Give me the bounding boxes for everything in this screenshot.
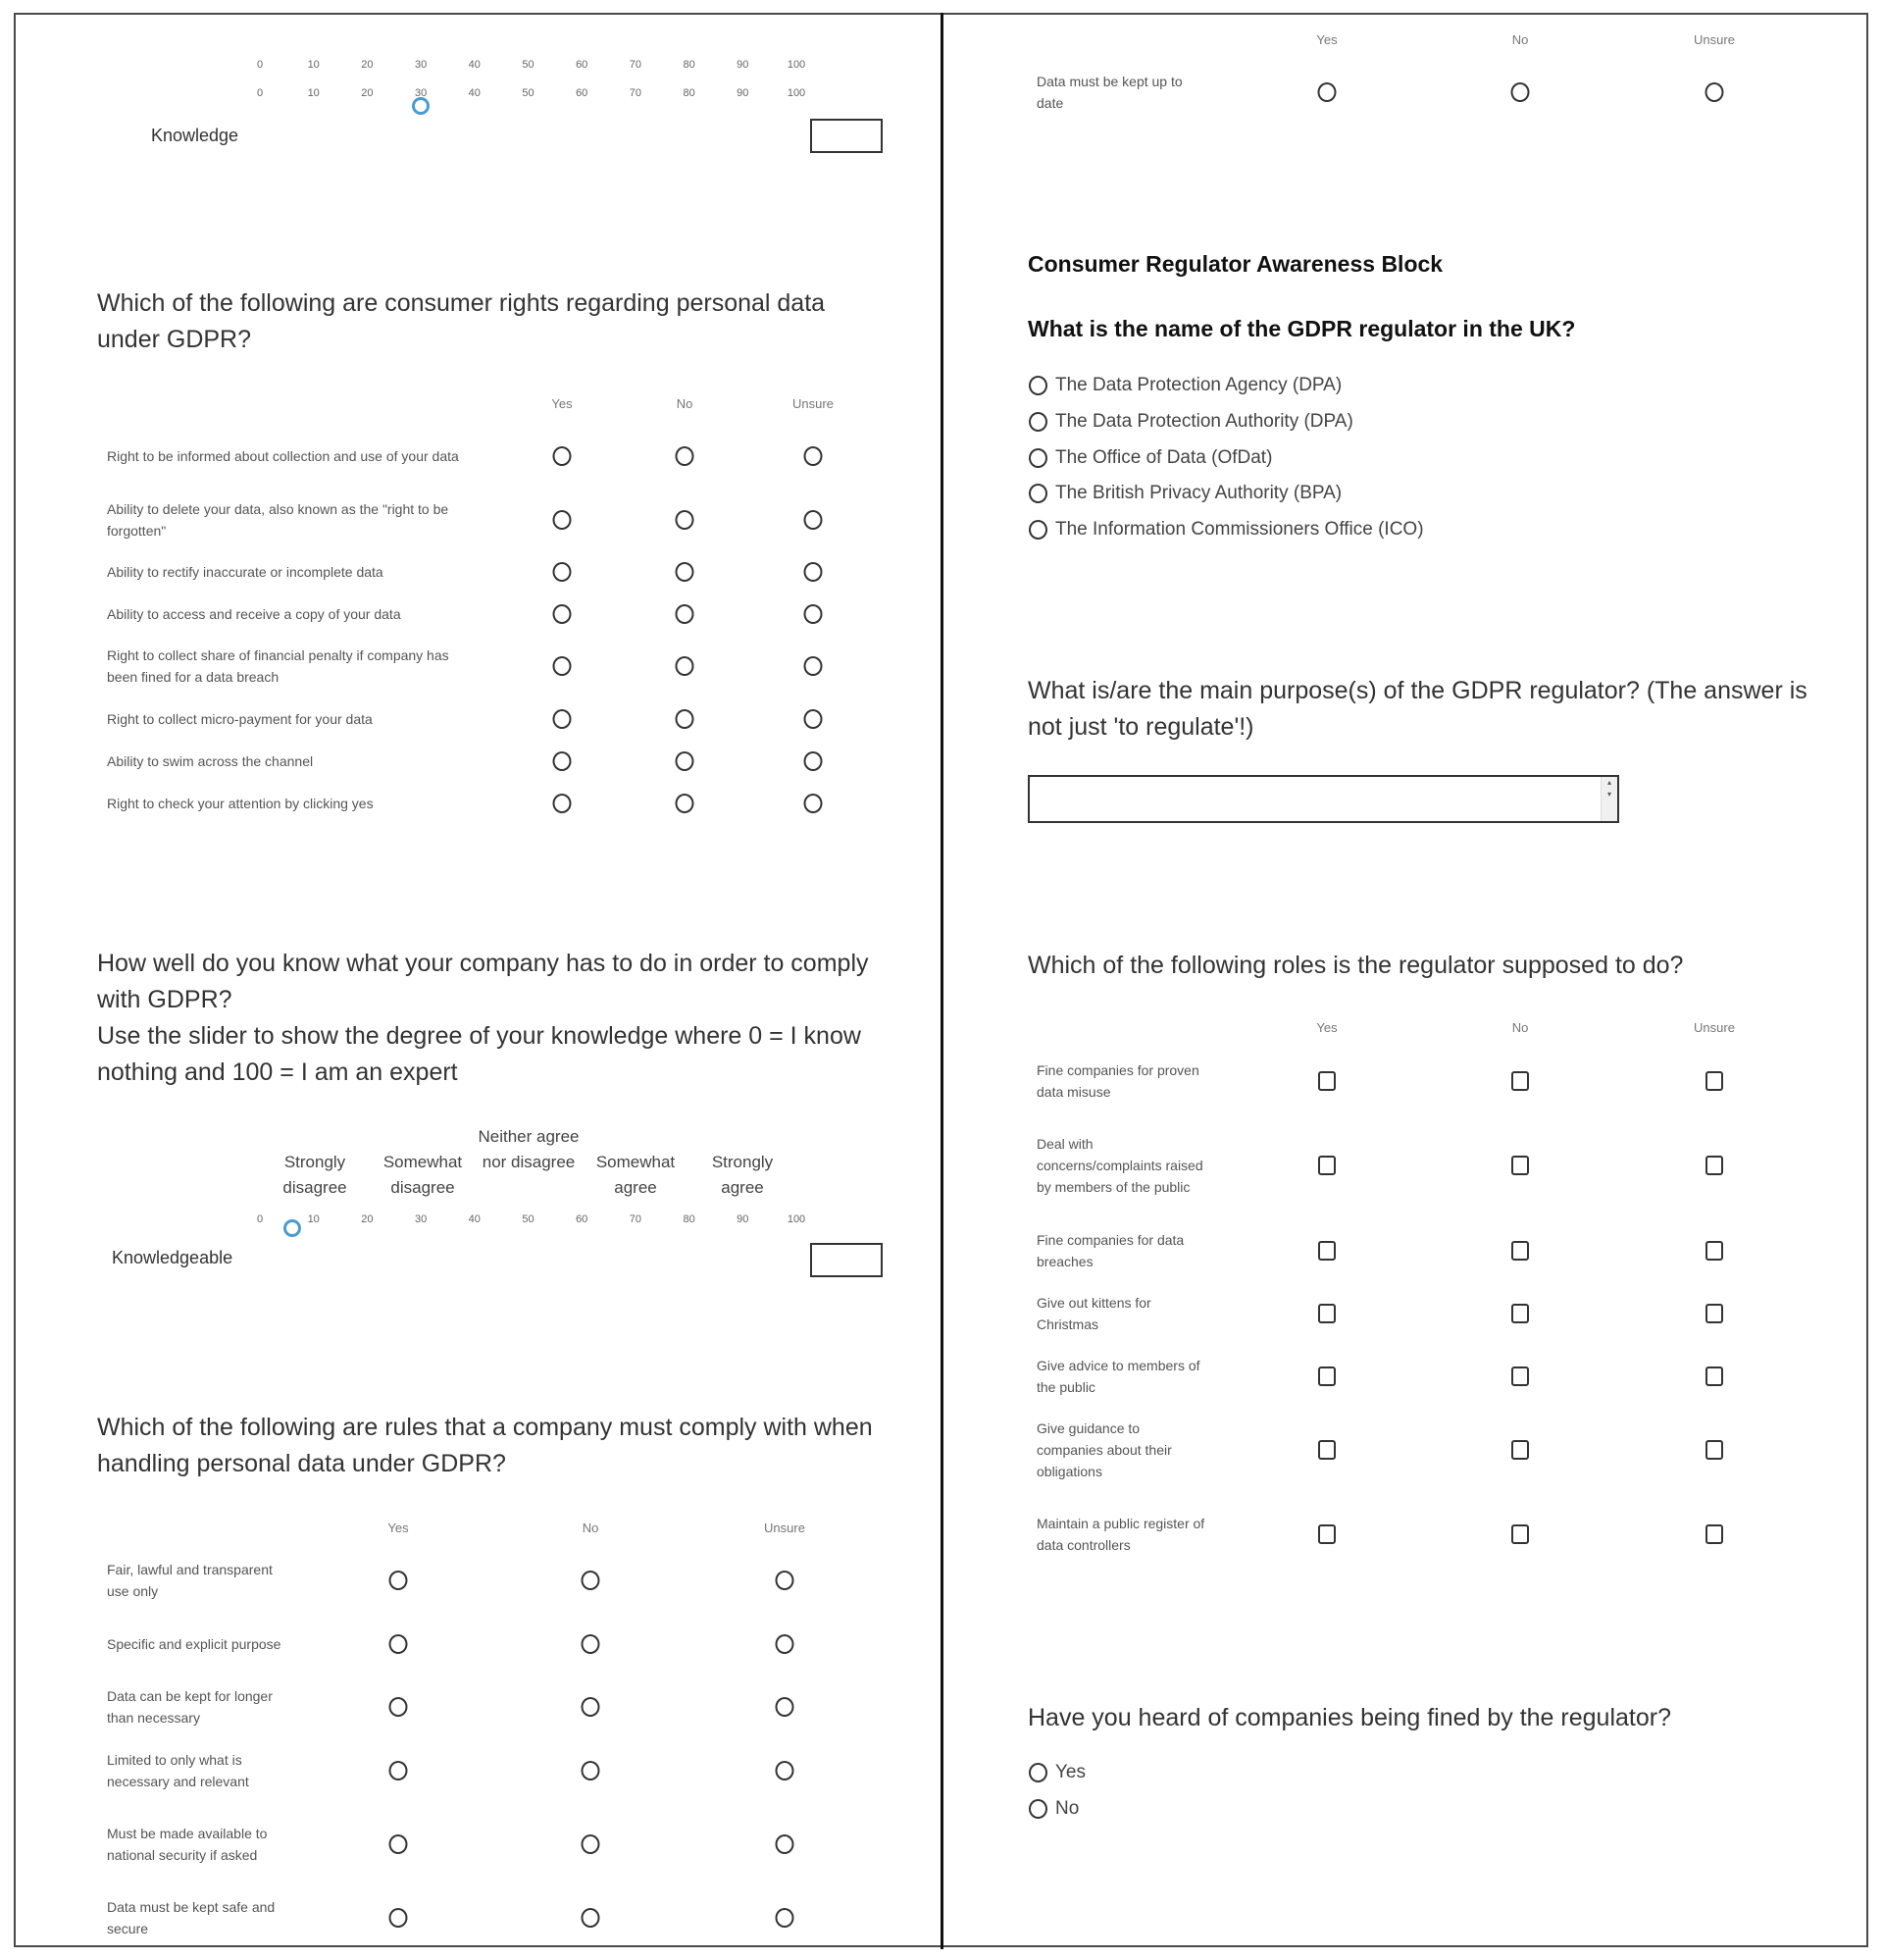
matrix-row-label: Limited to only what is necessary and relevant: [107, 1752, 249, 1789]
checkbox-unsure[interactable]: [1705, 1156, 1723, 1175]
matrix-row-label: Right to be informed about collection and use of your data: [107, 448, 459, 464]
slider-tick-label: 80: [683, 87, 695, 99]
radio-yes[interactable]: [553, 446, 572, 466]
slider-tick-label: 60: [576, 59, 588, 71]
slider-tick-label: 90: [737, 87, 749, 99]
radio-unsure[interactable]: [804, 604, 823, 624]
column-header-no: No: [582, 1521, 599, 1535]
slider-tick-label: 90: [737, 1213, 749, 1225]
radio-option-label: No: [1055, 1798, 1080, 1819]
slider-tick-label: 80: [683, 59, 695, 71]
question-regulator-roles: Which of the following roles is the regulator supposed to do?: [1028, 952, 1684, 979]
matrix-row-label: Ability to rectify inaccurate or incomplete data: [107, 564, 383, 580]
matrix-row-label: Right to check your attention by clicking yes: [107, 796, 374, 811]
slider-tick-label: 100: [787, 1213, 806, 1225]
slider-handle[interactable]: [283, 1219, 301, 1237]
radio-no[interactable]: [676, 604, 694, 624]
radio-no[interactable]: [582, 1834, 600, 1854]
checkbox-no[interactable]: [1511, 1440, 1529, 1460]
radio-unsure[interactable]: [776, 1761, 794, 1780]
radio-yes[interactable]: [389, 1571, 408, 1590]
radio-yes[interactable]: [553, 562, 572, 582]
question-companies-fined: Have you heard of companies being fined by the regulator?: [1028, 1704, 1671, 1731]
radio-no[interactable]: [676, 510, 694, 530]
column-header-unsure: Unsure: [1694, 32, 1735, 47]
slider-tick-label: 10: [307, 59, 320, 71]
radio-option-label: The British Privacy Authority (BPA): [1055, 483, 1343, 503]
slider-tick-label: 90: [737, 59, 749, 71]
radio-unsure[interactable]: [804, 709, 823, 729]
question-consumer-rights: Which of the following are consumer rights regarding personal data under GDPR?: [97, 289, 826, 353]
radio-no[interactable]: [582, 1908, 600, 1928]
radio-option[interactable]: [1029, 519, 1424, 541]
matrix-row-label: Data can be kept for longer than necessary: [107, 1688, 273, 1726]
matrix-row-label: Fair, lawful and transparent use only: [107, 1562, 273, 1599]
matrix-row-label: Right to collect share of financial penalty if company has been fined for a data breach: [107, 647, 449, 685]
slider-tick-label: 50: [522, 1213, 534, 1225]
slider-tick-label: 100: [787, 87, 806, 99]
radio-button[interactable]: [1029, 1799, 1047, 1819]
radio-option-label: The Data Protection Authority (DPA): [1055, 411, 1353, 432]
radio-unsure[interactable]: [804, 751, 823, 771]
slider-tick-label: 0: [256, 1213, 264, 1225]
radio-yes[interactable]: [553, 656, 572, 676]
scale-label: Somewhat agree: [595, 1153, 676, 1197]
matrix-row-label: Ability to delete your data, also known as the "right to be forgotten": [107, 501, 449, 539]
radio-button[interactable]: [1029, 484, 1047, 503]
knowledgeable-value-box[interactable]: [810, 1243, 883, 1277]
question-regulator-purpose: What is/are the main purpose(s) of the GDPR regulator? (The answer is not just 'to regulate'!): [1028, 677, 1807, 741]
matrix-row-label: Fine companies for data breaches: [1037, 1232, 1185, 1269]
radio-unsure[interactable]: [776, 1908, 794, 1928]
question-company-knowledge-line1: How well do you know what your company has to do in order to comply with GDPR?: [97, 950, 869, 1013]
scale-label: Somewhat disagree: [382, 1153, 463, 1197]
radio-yes[interactable]: [1318, 82, 1337, 102]
radio-button[interactable]: [1029, 412, 1047, 432]
radio-unsure[interactable]: [776, 1697, 794, 1717]
checkbox-no[interactable]: [1511, 1367, 1529, 1386]
checkbox-unsure[interactable]: [1705, 1071, 1723, 1091]
question-company-knowledge: [97, 946, 882, 1091]
checkbox-yes[interactable]: [1318, 1367, 1336, 1386]
radio-option-label: Yes: [1055, 1762, 1086, 1782]
column-header-no: No: [676, 396, 693, 411]
slider-tick-label: 30: [414, 59, 428, 71]
slider-tick-label: 80: [683, 1213, 695, 1225]
slider-tick-label: 70: [629, 1213, 642, 1225]
slider-tick-label: 20: [361, 87, 374, 99]
question-regulator-name: What is the name of the GDPR regulator in the UK?: [1028, 316, 1576, 341]
slider-tick-label: 70: [629, 87, 642, 99]
slider-tick-label: 60: [576, 87, 588, 99]
radio-no[interactable]: [676, 709, 694, 729]
radio-unsure[interactable]: [1705, 82, 1724, 102]
column-header-unsure: Unsure: [764, 1521, 805, 1535]
radio-unsure[interactable]: [776, 1834, 794, 1854]
column-header-yes: Yes: [1316, 1020, 1338, 1035]
radio-no[interactable]: [582, 1571, 600, 1590]
column-header-no: No: [1511, 1020, 1529, 1035]
radio-yes[interactable]: [389, 1634, 408, 1654]
radio-option[interactable]: [1029, 375, 1342, 396]
checkbox-unsure[interactable]: [1705, 1367, 1723, 1386]
slider-tick-label: 10: [307, 87, 320, 99]
radio-unsure[interactable]: [804, 562, 823, 582]
radio-yes[interactable]: [553, 510, 572, 530]
checkbox-unsure[interactable]: [1705, 1241, 1723, 1261]
radio-option[interactable]: [1029, 483, 1342, 504]
checkbox-unsure[interactable]: [1705, 1304, 1723, 1323]
slider-tick-label: 10: [307, 1213, 320, 1225]
column-header-yes: Yes: [1316, 32, 1338, 47]
radio-option-label: The Data Protection Agency (DPA): [1055, 375, 1343, 395]
scale-label: Neither agree nor disagree: [478, 1127, 580, 1171]
matrix-row-label: Right to collect micro-payment for your data: [107, 711, 373, 727]
radio-unsure[interactable]: [804, 656, 823, 676]
slider-tick-label: 50: [522, 87, 534, 99]
radio-button[interactable]: [1029, 520, 1047, 540]
slider-tick-label: 30: [414, 1213, 428, 1225]
question-company-rules: Which of the following are rules that a company must comply with when handling personal data under GDPR?: [97, 1414, 873, 1477]
radio-no[interactable]: [676, 751, 694, 771]
radio-option[interactable]: [1029, 411, 1353, 433]
question-company-knowledge-line2: Use the slider to show the degree of your knowledge where 0 = I know nothing and 100 = I am an expert: [97, 1022, 861, 1086]
checkbox-yes[interactable]: [1318, 1241, 1336, 1261]
matrix-row-label: Give out kittens for Christmas: [1037, 1295, 1151, 1332]
radio-option[interactable]: [1029, 447, 1272, 469]
radio-yes[interactable]: [553, 604, 572, 624]
matrix-row-label: Data must be kept up to date: [1037, 74, 1183, 111]
checkbox-yes[interactable]: [1318, 1156, 1336, 1175]
radio-option[interactable]: [1029, 1762, 1086, 1783]
slider-handle[interactable]: [412, 97, 430, 115]
slider-tick-label: 50: [522, 59, 534, 71]
radio-no[interactable]: [676, 562, 694, 582]
checkbox-no[interactable]: [1511, 1241, 1529, 1261]
slider-tick-label: 20: [361, 1213, 374, 1225]
knowledge-value-box[interactable]: [810, 119, 883, 153]
column-header-no: No: [1511, 32, 1529, 47]
radio-unsure[interactable]: [776, 1571, 794, 1590]
textarea-scrollbar[interactable]: ▴ ▾: [1601, 777, 1617, 821]
column-header-yes: Yes: [551, 396, 573, 411]
radio-no[interactable]: [676, 794, 694, 813]
checkbox-unsure[interactable]: [1705, 1440, 1723, 1460]
radio-no[interactable]: [582, 1697, 600, 1717]
checkbox-yes[interactable]: [1318, 1304, 1336, 1323]
checkbox-no[interactable]: [1511, 1156, 1529, 1175]
radio-no[interactable]: [582, 1634, 600, 1654]
scale-label: Strongly disagree: [282, 1153, 347, 1197]
radio-unsure[interactable]: [804, 794, 823, 813]
matrix-row-label: Fine companies for proven data misuse: [1037, 1062, 1199, 1100]
radio-unsure[interactable]: [804, 446, 823, 466]
radio-yes[interactable]: [553, 751, 572, 771]
slider-tick-label: 40: [468, 87, 481, 99]
matrix-row-label: Give guidance to companies about their obligations: [1037, 1420, 1172, 1479]
slider-tick-label: 60: [576, 1213, 588, 1225]
radio-yes[interactable]: [389, 1761, 408, 1780]
radio-no[interactable]: [676, 446, 694, 466]
matrix-row-label: Must be made available to national security if asked: [107, 1826, 268, 1863]
column-header-yes: Yes: [387, 1521, 409, 1535]
column-header-unsure: Unsure: [1694, 1020, 1735, 1035]
radio-no[interactable]: [676, 656, 694, 676]
checkbox-no[interactable]: [1511, 1304, 1529, 1323]
radio-yes[interactable]: [389, 1908, 408, 1928]
column-divider: [941, 13, 943, 1949]
radio-yes[interactable]: [553, 709, 572, 729]
matrix-row-label: Ability to access and receive a copy of your data: [107, 606, 401, 622]
radio-no[interactable]: [1511, 82, 1530, 102]
column-header-unsure: Unsure: [792, 396, 834, 411]
slider-label-knowledgeable: Knowledgeable: [112, 1248, 233, 1267]
slider-tick-label: 70: [629, 59, 642, 71]
slider-tick-label: 40: [468, 1213, 481, 1225]
slider-tick-label: 0: [256, 59, 264, 71]
radio-option-label: The Office of Data (OfDat): [1055, 447, 1273, 468]
radio-unsure[interactable]: [804, 510, 823, 530]
radio-button[interactable]: [1029, 448, 1047, 468]
scale-label: Strongly agree: [711, 1153, 774, 1197]
radio-button[interactable]: [1029, 1763, 1047, 1782]
matrix-row-label: Specific and explicit purpose: [107, 1636, 281, 1652]
checkbox-yes[interactable]: [1318, 1524, 1336, 1544]
slider-tick-label: 40: [468, 59, 481, 71]
radio-yes[interactable]: [389, 1697, 408, 1717]
checkbox-yes[interactable]: [1318, 1440, 1336, 1460]
slider-label-knowledge: Knowledge: [151, 126, 239, 145]
slider-tick-label: 30: [414, 87, 428, 99]
regulator-purpose-textarea[interactable]: [1028, 775, 1619, 823]
checkbox-yes[interactable]: [1318, 1071, 1336, 1091]
matrix-row-label: Give advice to members of the public: [1037, 1358, 1200, 1395]
matrix-row-label: Maintain a public register of data controllers: [1037, 1516, 1205, 1553]
radio-unsure[interactable]: [776, 1634, 794, 1654]
matrix-row-label: Data must be kept safe and secure: [107, 1899, 276, 1936]
checkbox-no[interactable]: [1511, 1524, 1529, 1544]
checkbox-no[interactable]: [1511, 1071, 1529, 1091]
block-title: Consumer Regulator Awareness Block: [1028, 251, 1444, 277]
radio-yes[interactable]: [389, 1834, 408, 1854]
slider-tick-label: 100: [787, 59, 806, 71]
matrix-row-label: Deal with concerns/complaints raised by members of the public: [1037, 1136, 1203, 1195]
radio-option-label: The Information Commissioners Office (ICO): [1055, 519, 1424, 540]
radio-no[interactable]: [582, 1761, 600, 1780]
radio-option[interactable]: [1029, 1798, 1079, 1820]
radio-button[interactable]: [1029, 376, 1047, 395]
checkbox-unsure[interactable]: [1705, 1524, 1723, 1544]
matrix-row-label: Ability to swim across the channel: [107, 753, 314, 769]
radio-yes[interactable]: [553, 794, 572, 813]
slider-tick-label: 0: [256, 87, 264, 99]
slider-tick-label: 20: [361, 59, 374, 71]
